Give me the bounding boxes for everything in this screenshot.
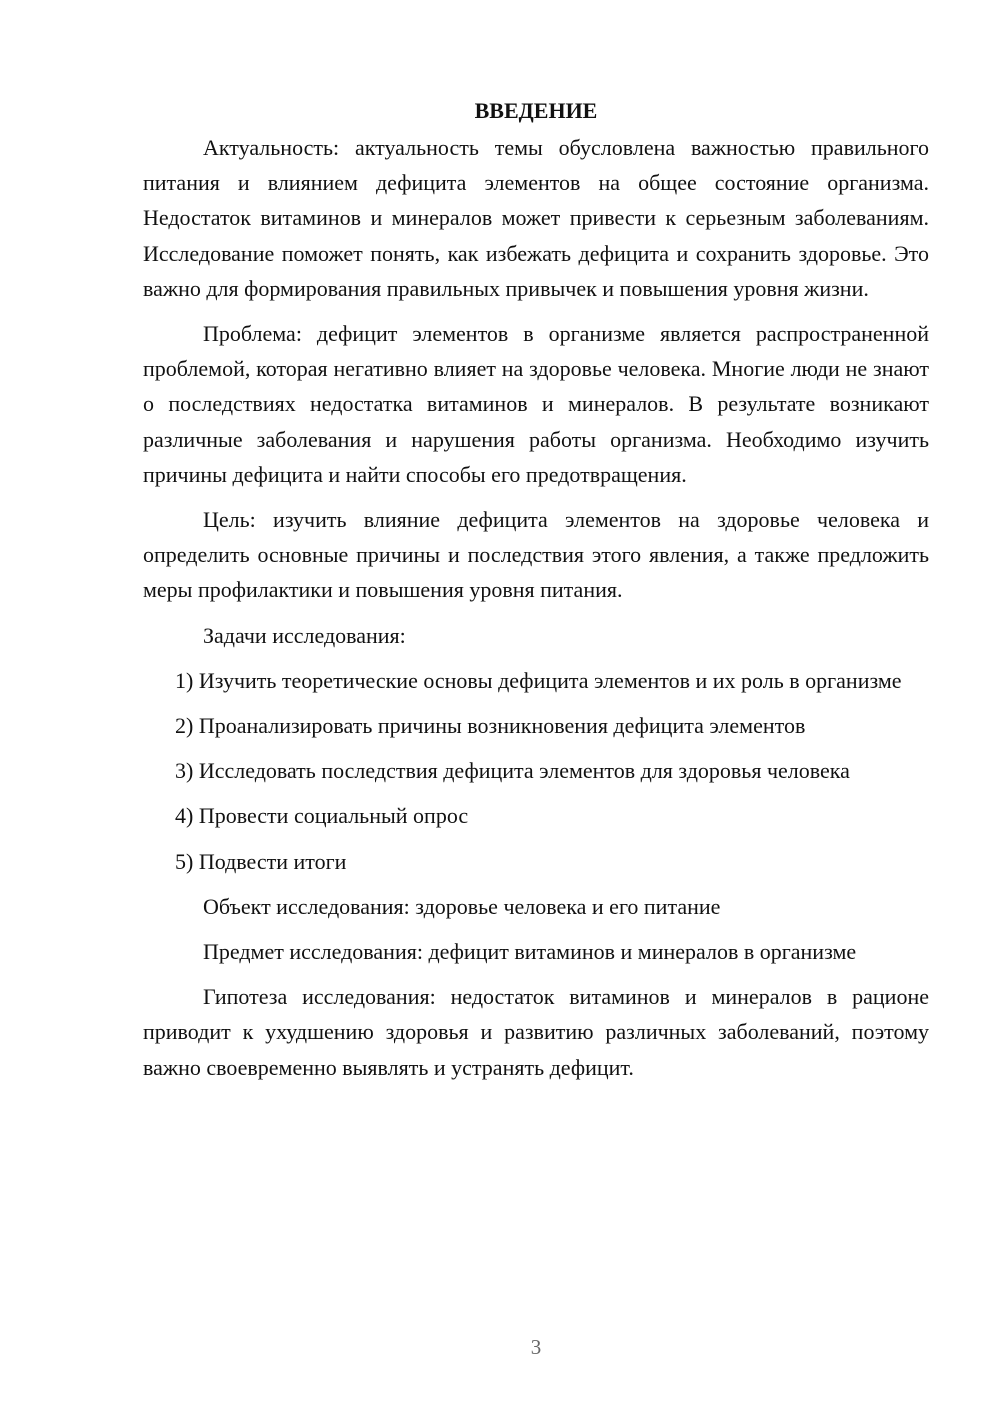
section-title: ВВЕДЕНИЕ bbox=[474, 98, 598, 123]
task-item: 5) Подвести итоги bbox=[175, 848, 347, 874]
problem-paragraph: Проблема: дефицит элементов в организме является распространенной проблемой, которая негативно влияет на здоровье человека. Многие люди не знают о последствиях недостатка витаминов и минералов. В результате возникают различные заболевания и нарушения работы организма. Необходимо изучить причины дефицита и найти способы его предотвращения. bbox=[143, 321, 929, 487]
task-item: 3) Исследовать последствия дефицита элементов для здоровья человека bbox=[175, 758, 850, 784]
hypothesis-paragraph: Гипотеза исследования: недостаток витаминов и минералов в рационе приводит к ухудшению здоровья и развитию различных заболеваний, поэтому важно своевременно выявлять и устранять дефицит. bbox=[143, 984, 929, 1080]
page-content bbox=[143, 93, 929, 1095]
relevance-paragraph: Актуальность: актуальность темы обусловлена важностью правильного питания и влиянием дефицита элементов на общее состояние организма. Недостаток витаминов и минералов может привести к серьезным заболеваниям. Исследование поможет понять, как избежать дефицита и сохранить здоровье. Это важно для формирования правильных привычек и повышения уровня жизни. bbox=[143, 135, 929, 301]
tasks-heading: Задачи исследования: bbox=[203, 622, 406, 648]
page-number: 3 bbox=[530, 1335, 542, 1359]
task-item: 2) Проанализировать причины возникновения дефицита элементов bbox=[175, 713, 806, 739]
task-item: 1) Изучить теоретические основы дефицита элементов и их роль в организме bbox=[175, 667, 902, 693]
research-subject-paragraph: Предмет исследования: дефицит витаминов и минералов в организме bbox=[203, 939, 857, 965]
task-item: 4) Провести социальный опрос bbox=[175, 803, 469, 829]
goal-paragraph: Цель: изучить влияние дефицита элементов на здоровье человека и определить основные причины и последствия этого явления, а также предложить меры профилактики и повышения уровня питания. bbox=[143, 507, 929, 603]
research-object-paragraph: Объект исследования: здоровье человека и его питание bbox=[203, 893, 721, 919]
